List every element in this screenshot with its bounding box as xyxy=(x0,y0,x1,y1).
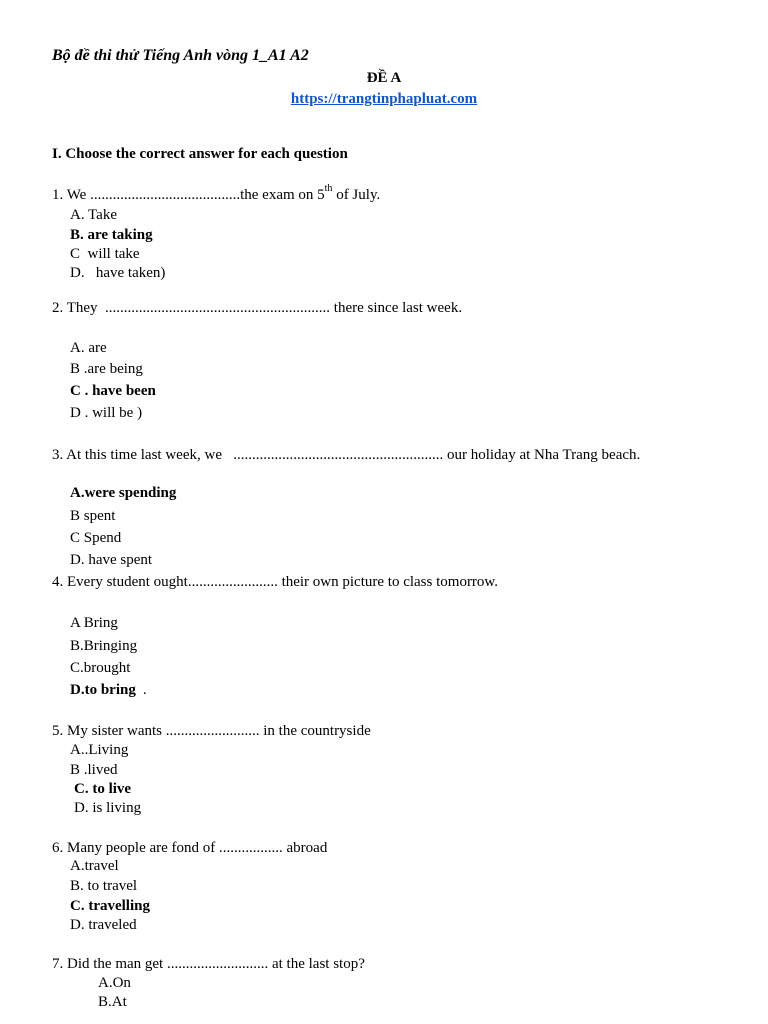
question-4-option-d: D.to bring . xyxy=(70,682,147,698)
question-2-option-c: C . have been xyxy=(70,383,156,399)
question-1-option-c: C will take xyxy=(70,246,140,262)
question-1-stem: 1. We ........................................the exam on 5th of July. xyxy=(52,183,381,203)
question-7-option-b: B.At xyxy=(98,994,127,1010)
question-2-option-b: B .are being xyxy=(70,361,143,377)
question-5-option-a: A..Living xyxy=(70,742,129,758)
question-3-option-d: D. have spent xyxy=(70,552,153,568)
question-3-stem: 3. At this time last week, we ........................................................ our holiday at Nha Trang beach. xyxy=(52,447,641,463)
question-6-option-b: B. to travel xyxy=(70,878,138,894)
question-4-stem: 4. Every student ought........................ their own picture to class tomorrow. xyxy=(52,574,499,590)
question-2-option-a: A. are xyxy=(70,340,107,356)
document-title: Bộ đề thi thử Tiếng Anh vòng 1_A1 A2 xyxy=(52,47,309,64)
question-7-option-a: A.On xyxy=(98,975,131,991)
question-4-option-b: B.Bringing xyxy=(70,638,138,654)
question-5-stem: 5. My sister wants ......................... in the countryside xyxy=(52,723,371,739)
section-heading: I. Choose the correct answer for each question xyxy=(52,146,348,162)
question-3-option-c: C Spend xyxy=(70,530,122,546)
question-1-option-d: D. have taken) xyxy=(70,265,166,281)
question-1-option-a: A. Take xyxy=(70,207,117,223)
question-2-stem: 2. They ............................................................ there since last week. xyxy=(52,300,463,316)
question-6-option-a: A.travel xyxy=(70,858,119,874)
question-6-option-c: C. travelling xyxy=(70,898,150,914)
source-link[interactable]: https://trangtinphapluat.com xyxy=(290,91,478,107)
ordinal-suffix: th xyxy=(324,183,333,194)
question-5-option-d: D. is living xyxy=(74,800,142,816)
question-3-option-a: A.were spending xyxy=(70,485,177,501)
question-5-option-b: B .lived xyxy=(70,762,118,778)
question-6-stem: 6. Many people are fond of ................. abroad xyxy=(52,840,328,856)
question-1-option-b: B. are taking xyxy=(70,227,153,243)
question-6-option-d: D. traveled xyxy=(70,917,137,933)
question-2-option-d: D . will be ) xyxy=(70,405,143,421)
question-5-option-c: C. to live xyxy=(74,781,132,797)
question-4-option-a: A Bring xyxy=(70,615,118,631)
exam-code: ĐỀ A xyxy=(366,70,402,86)
question-3-option-b: B spent xyxy=(70,508,116,524)
question-7-stem: 7. Did the man get ........................... at the last stop? xyxy=(52,956,365,972)
question-4-option-c: C.brought xyxy=(70,660,131,676)
